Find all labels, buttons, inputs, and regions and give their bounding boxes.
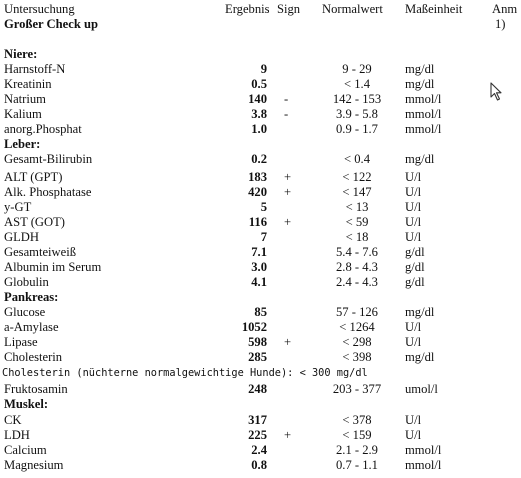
result-row-ck: [0, 413, 521, 428]
test-name: Lipase: [4, 335, 38, 349]
deviation-sign: +: [284, 215, 292, 229]
result-value: 3.0: [251, 260, 267, 274]
result-row-harnstoff-n: [0, 62, 521, 77]
test-name: Harnstoff-N: [4, 62, 66, 76]
reference-range: 203 - 377: [332, 382, 382, 396]
section-title: Muskel:: [4, 397, 49, 411]
reference-range: < 13: [345, 200, 369, 214]
result-row-gesamteiwei: [0, 245, 521, 260]
result-row-gldh: [0, 230, 521, 245]
deviation-sign: +: [284, 170, 292, 184]
reference-range: 0.9 - 1.7: [336, 122, 378, 136]
unit: U/l: [405, 335, 422, 349]
test-name: Gesamt-Bilirubin: [4, 152, 93, 166]
reference-range: < 1.4: [344, 77, 370, 91]
unit: U/l: [405, 215, 422, 229]
test-name: CK: [4, 413, 22, 427]
deviation-sign: -: [284, 92, 289, 106]
section-title: Leber:: [4, 137, 41, 151]
reference-range: < 0.4: [344, 152, 370, 166]
test-name: Globulin: [4, 275, 49, 289]
result-value: 7.1: [251, 245, 267, 259]
unit: g/dl: [405, 245, 425, 259]
header-sign: Sign: [277, 2, 301, 16]
result-row-y-gt: [0, 200, 521, 215]
test-name: LDH: [4, 428, 30, 442]
result-value: 0.8: [251, 458, 267, 472]
result-row-globulin: [0, 275, 521, 290]
header-masseinheit: Maßeinheit: [405, 2, 463, 16]
unit: g/dl: [405, 260, 425, 274]
deviation-sign: +: [284, 335, 292, 349]
unit: mg/dl: [405, 77, 435, 91]
deviation-sign: +: [284, 185, 292, 199]
test-name: Fruktosamin: [4, 382, 68, 396]
result-row-glucose: [0, 305, 521, 320]
test-name: Alk. Phosphatase: [4, 185, 92, 199]
section-heading: [0, 47, 521, 62]
header-ergebnis: Ergebnis: [225, 2, 270, 16]
test-name: Albumin im Serum: [4, 260, 102, 274]
header-untersuchung: Untersuchung: [4, 2, 75, 16]
reference-range: < 298: [342, 335, 372, 349]
test-name: Calcium: [4, 443, 47, 457]
column-header-row: [0, 2, 521, 17]
result-row-kreatinin: [0, 77, 521, 92]
test-name: Magnesium: [4, 458, 64, 472]
result-row-natrium: [0, 92, 521, 107]
unit: U/l: [405, 200, 422, 214]
reference-range: < 1264: [339, 320, 375, 334]
result-value: 0.5: [251, 77, 267, 91]
reference-range: 2.1 - 2.9: [336, 443, 378, 457]
unit: U/l: [405, 185, 422, 199]
result-value: 7: [260, 230, 267, 244]
result-value: 183: [248, 170, 267, 184]
unit: g/dl: [405, 275, 425, 289]
unit: U/l: [405, 170, 422, 184]
reference-range: < 398: [342, 350, 372, 364]
unit: mmol/l: [405, 107, 442, 121]
result-value: 9: [260, 62, 267, 76]
result-value: 116: [248, 215, 267, 229]
reference-range: 3.9 - 5.8: [336, 107, 378, 121]
cholesterin-note: [0, 366, 521, 381]
reference-range: < 59: [345, 215, 369, 229]
unit: umol/l: [405, 382, 438, 396]
test-name: Kreatinin: [4, 77, 52, 91]
result-value: 5: [260, 200, 267, 214]
reference-range: 2.8 - 4.3: [336, 260, 378, 274]
result-row-ldh: [0, 428, 521, 443]
result-row-fruktosamin: [0, 382, 521, 397]
result-value: 420: [248, 185, 267, 199]
result-value: 140: [248, 92, 267, 106]
result-row-ast-got: [0, 215, 521, 230]
result-row-cholesterin: [0, 350, 521, 365]
unit: U/l: [405, 320, 422, 334]
deviation-sign: -: [284, 107, 289, 121]
reference-range: < 159: [342, 428, 372, 442]
result-row-a-amylase: [0, 320, 521, 335]
result-row-alk-phosphatase: [0, 185, 521, 200]
reference-range: < 147: [342, 185, 372, 199]
result-value: 85: [254, 305, 267, 319]
header-normalwert: Normalwert: [322, 2, 383, 16]
reference-range: < 122: [342, 170, 372, 184]
test-name: ALT (GPT): [4, 170, 63, 184]
reference-range: 142 - 153: [332, 92, 382, 106]
unit: mg/dl: [405, 62, 435, 76]
test-name: GLDH: [4, 230, 39, 244]
result-row-calcium: [0, 443, 521, 458]
result-row-anorg-phosphat: [0, 122, 521, 137]
unit: mg/dl: [405, 350, 435, 364]
header-anm: Anm: [492, 2, 518, 16]
unit: U/l: [405, 230, 422, 244]
mouse-cursor-icon: [490, 82, 504, 102]
result-value: 1052: [241, 320, 267, 334]
reference-range: 57 - 126: [336, 305, 378, 319]
unit: mmol/l: [405, 458, 442, 472]
result-value: 4.1: [251, 275, 267, 289]
reference-range: 0.7 - 1.1: [336, 458, 378, 472]
test-name: Natrium: [4, 92, 46, 106]
test-name: Kalium: [4, 107, 42, 121]
section-title: Niere:: [4, 47, 38, 61]
reference-range: < 378: [342, 413, 372, 427]
unit: mmol/l: [405, 443, 442, 457]
deviation-sign: +: [284, 428, 292, 442]
section-heading: [0, 290, 521, 305]
report-subtitle: Großer Check up: [4, 17, 98, 31]
test-name: Gesamteiweiß: [4, 245, 77, 259]
result-value: 3.8: [251, 107, 267, 121]
test-name: Glucose: [4, 305, 46, 319]
result-value: 598: [248, 335, 267, 349]
unit: mmol/l: [405, 92, 442, 106]
unit: U/l: [405, 428, 422, 442]
unit: U/l: [405, 413, 422, 427]
result-row-gesamt-bilirubin: [0, 152, 521, 167]
annotation-number: 1): [495, 17, 506, 31]
result-row-alt-gpt: [0, 170, 521, 185]
unit: mg/dl: [405, 305, 435, 319]
section-heading: [0, 137, 521, 152]
result-value: 225: [248, 428, 267, 442]
result-row-lipase: [0, 335, 521, 350]
section-title: Pankreas:: [4, 290, 59, 304]
result-value: 2.4: [251, 443, 267, 457]
section-heading: [0, 397, 521, 412]
unit: mmol/l: [405, 122, 442, 136]
note-text: Cholesterin (nüchterne normalgewichtige Hunde): < 300 mg/dl: [2, 367, 368, 379]
subtitle-row: [0, 17, 521, 32]
reference-range: 2.4 - 4.3: [336, 275, 378, 289]
reference-range: 9 - 29: [342, 62, 372, 76]
reference-range: 5.4 - 7.6: [336, 245, 378, 259]
result-value: 0.2: [251, 152, 267, 166]
test-name: Cholesterin: [4, 350, 63, 364]
result-value: 317: [248, 413, 267, 427]
result-row-albumin-im-serum: [0, 260, 521, 275]
test-name: y-GT: [4, 200, 32, 214]
test-name: anorg.Phosphat: [4, 122, 82, 136]
result-value: 285: [248, 350, 267, 364]
result-value: 248: [248, 382, 267, 396]
result-row-magnesium: [0, 458, 521, 473]
test-name: a-Amylase: [4, 320, 59, 334]
test-name: AST (GOT): [4, 215, 65, 229]
result-row-kalium: [0, 107, 521, 122]
reference-range: < 18: [345, 230, 369, 244]
unit: mg/dl: [405, 152, 435, 166]
result-value: 1.0: [251, 122, 267, 136]
